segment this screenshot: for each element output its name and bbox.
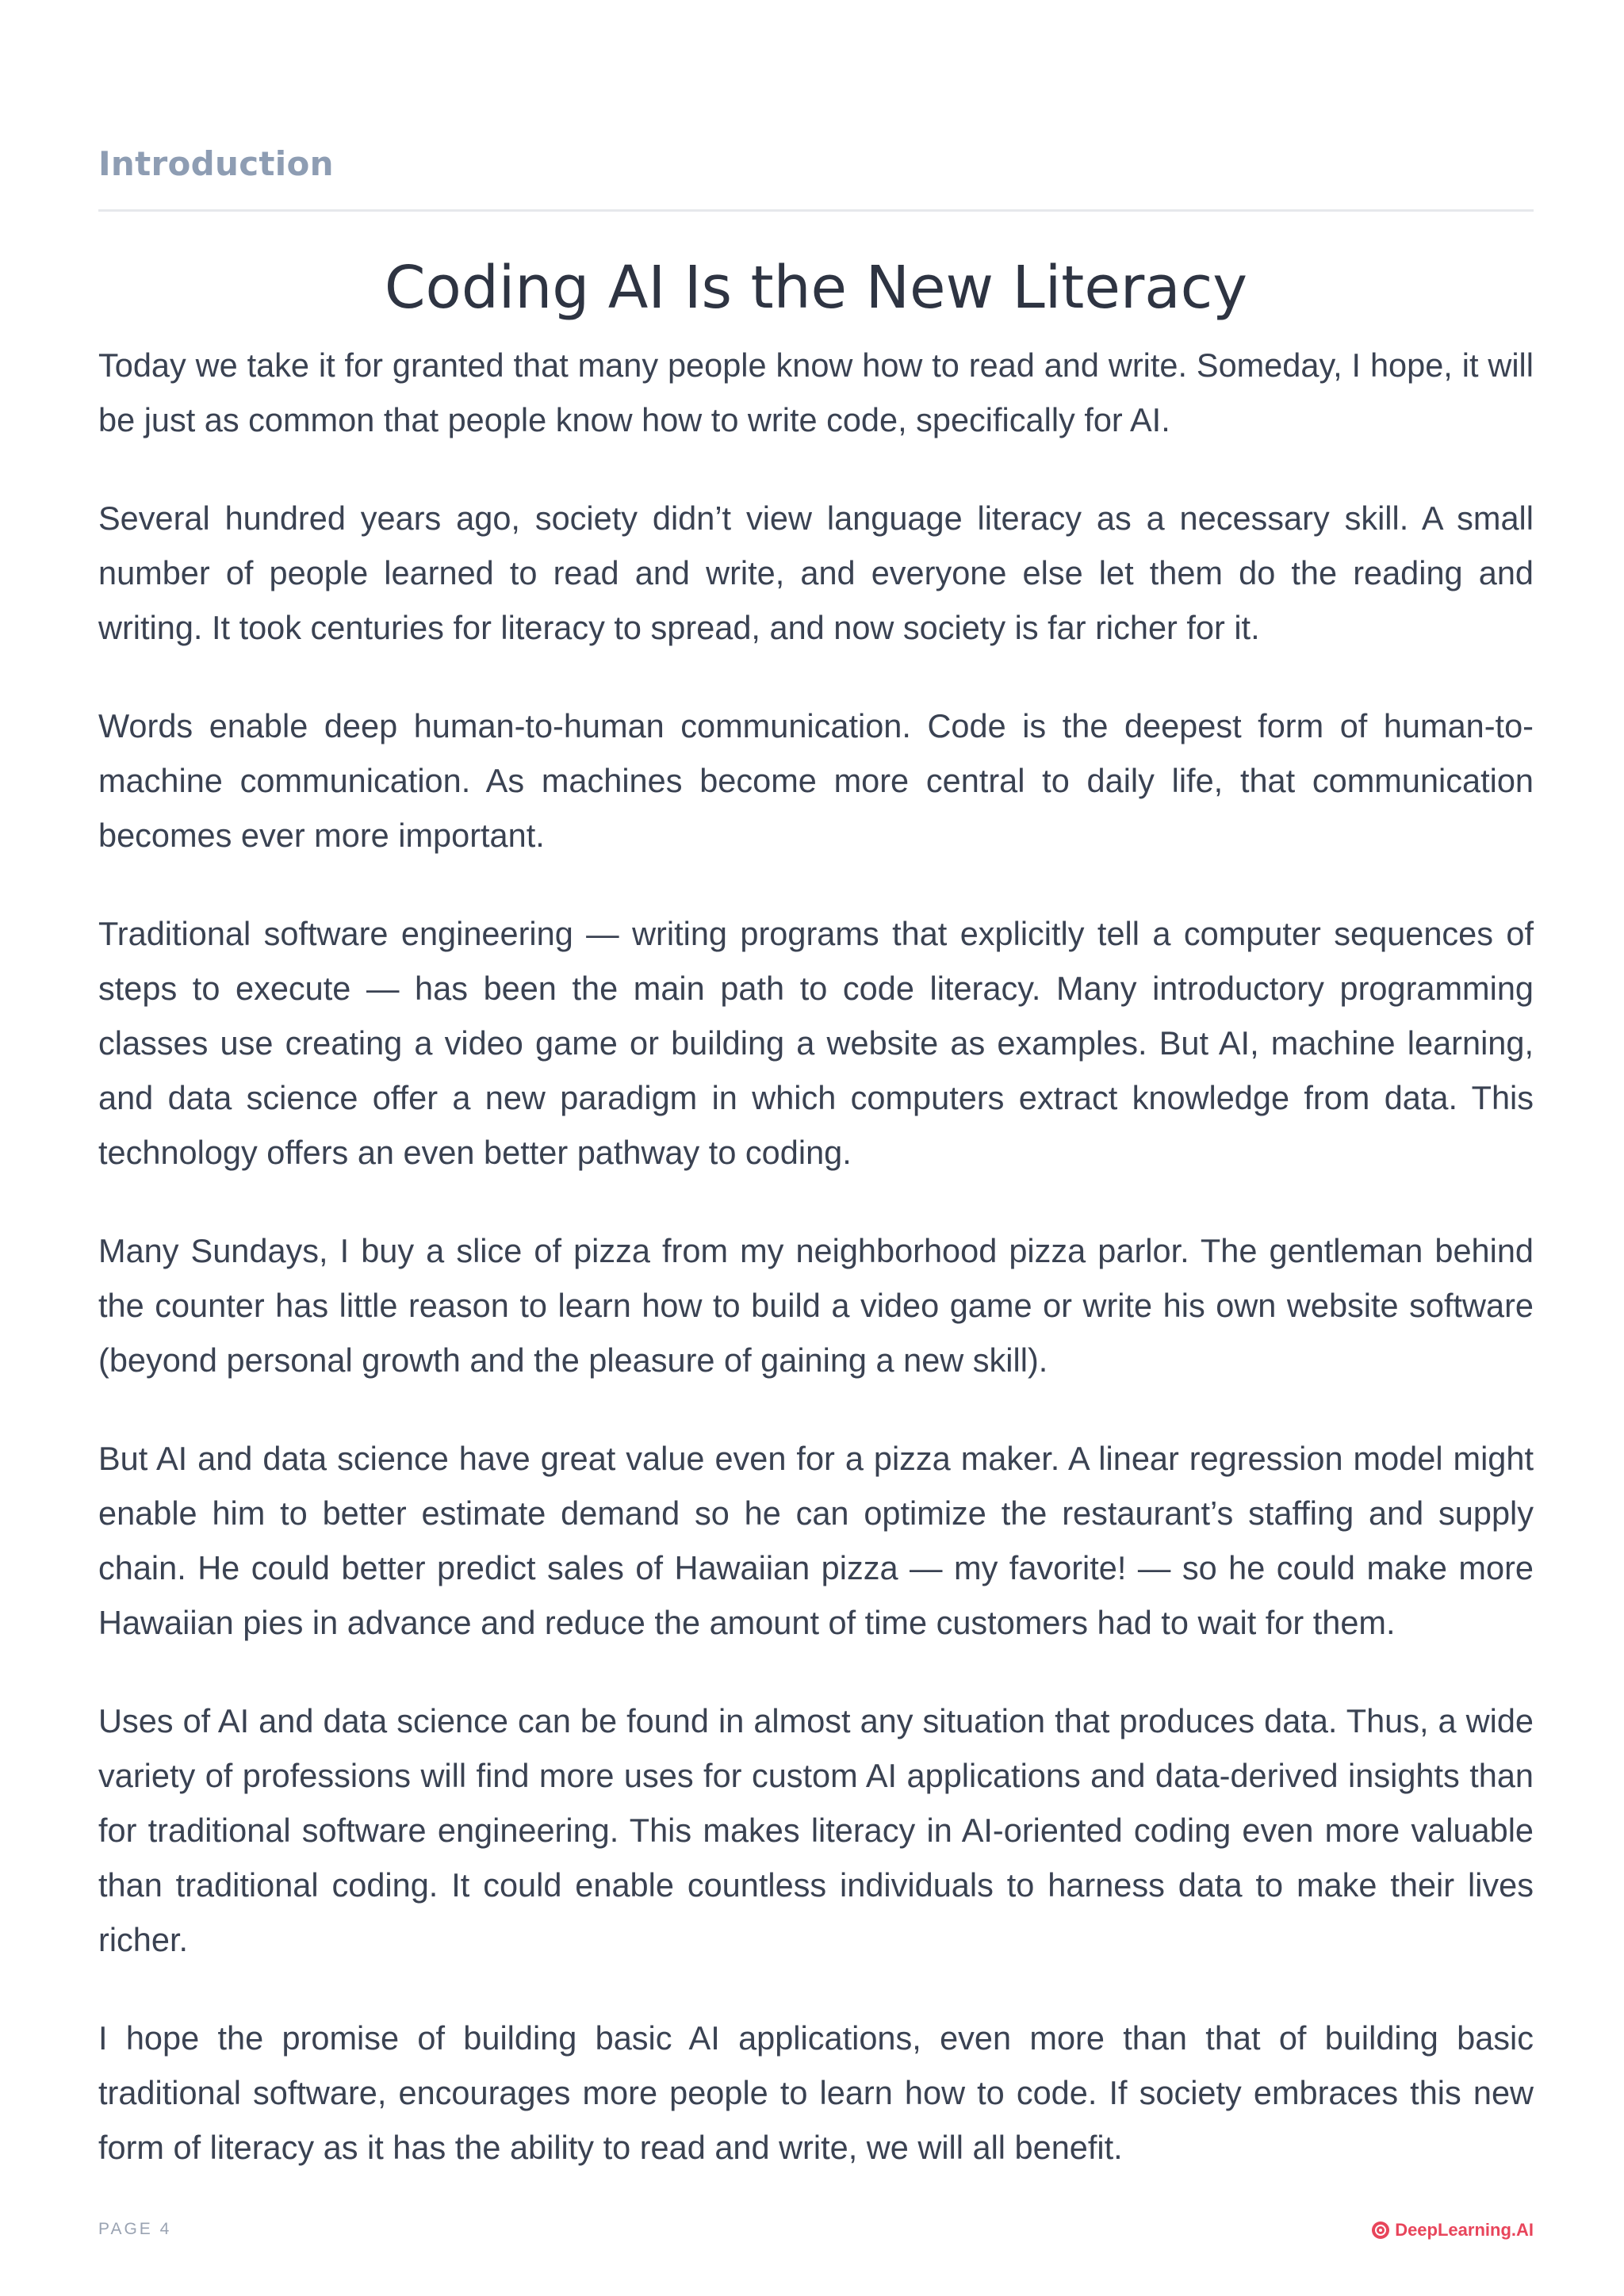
paragraph: Several hundred years ago, society didn’t view language literacy as a necessary skill. A small number of people learned to read and write, and everyone else let them do the reading and writing. It took centuries for literacy to spread, and now society is far richer for it. bbox=[98, 499, 1534, 646]
paragraph: I hope the promise of building basic AI applications, even more than that of building basic traditional software, encourages more people to learn how to code. If society embraces this new form of literacy as it has the ability to read and write, we will all benefit. bbox=[98, 2019, 1534, 2166]
header-divider bbox=[98, 209, 1534, 212]
brand-logo-text: DeepLearning.AI bbox=[1395, 2220, 1534, 2240]
deeplearning-ai-logo-icon bbox=[1371, 2221, 1390, 2240]
paragraph: Words enable deep human-to-human communication. Code is the deepest form of human-to-machine communication. As machines become more central to daily life, that communication becomes ever more important. bbox=[98, 707, 1534, 854]
paragraph: Uses of AI and data science can be found in almost any situation that produces data. Thus, a wide variety of professions will find more uses for custom AI applications and data-derived insights than for traditional software engineering. This makes literacy in AI-oriented coding even more valuable than traditional coding. It could enable countless individuals to harness data to make their lives richer. bbox=[98, 1702, 1534, 1958]
paragraph: But AI and data science have great value even for a pizza maker. A linear regression model might enable him to better estimate demand so he can optimize the restaurant’s staffing and supply chain. He could better predict sales of Hawaiian pizza — my favorite! — so he could make more Hawaiian pies in advance and reduce the amount of time customers had to wait for them. bbox=[98, 1440, 1534, 1641]
paragraph: Today we take it for granted that many people know how to read and write. Someday, I hope, it will be just as common that people know how to write code, specifically for AI. bbox=[98, 346, 1534, 438]
paragraph: Traditional software engineering — writing programs that explicitly tell a computer sequences of steps to execute — has been the main path to code literacy. Many introductory programming classes use creating a video game or building a website as examples. But AI, machine learning, and data science offer a new paradigm in which computers extract knowledge from data. This technology offers an even better pathway to coding. bbox=[98, 915, 1534, 1171]
article-body bbox=[98, 338, 1534, 2218]
section-label: Introduction bbox=[98, 144, 334, 183]
paragraph: Many Sundays, I buy a slice of pizza from my neighborhood pizza parlor. The gentleman behind the counter has little reason to learn how to build a video game or write his own website software (beyond personal growth and the pleasure of gaining a new skill). bbox=[98, 1232, 1534, 1379]
page-title: Coding AI Is the New Literacy bbox=[384, 254, 1248, 322]
brand-logo bbox=[1371, 2220, 1534, 2241]
page-number: PAGE 4 bbox=[98, 2220, 172, 2238]
